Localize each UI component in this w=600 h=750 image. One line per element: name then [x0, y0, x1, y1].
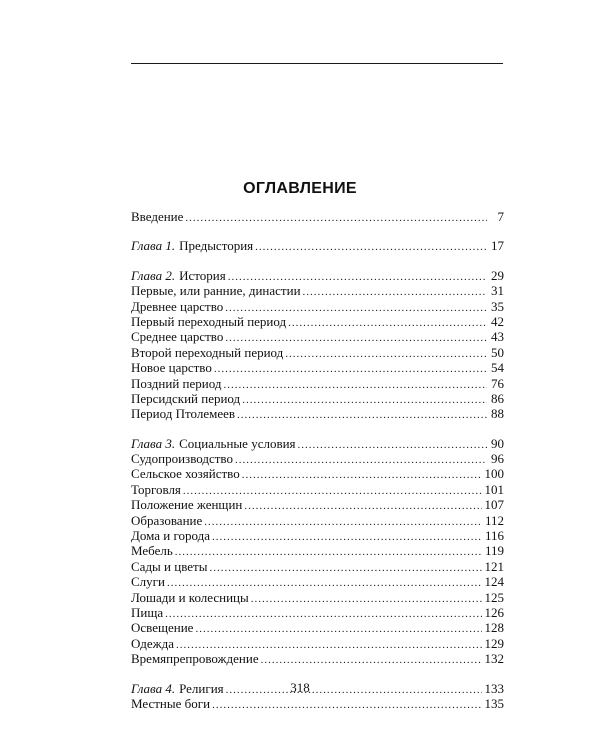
toc-entry — [131, 391, 504, 406]
toc-page-number: 107 — [484, 497, 504, 513]
dot-leader — [209, 561, 481, 576]
dot-leader — [303, 285, 487, 300]
toc-entry — [131, 209, 504, 224]
toc-entry — [131, 283, 504, 298]
toc-entry — [131, 466, 504, 481]
toc-chapter-number: Глава 4. — [131, 680, 176, 696]
toc-entry-title: История — [179, 267, 226, 283]
toc-entry — [131, 513, 504, 528]
toc-entry — [131, 696, 504, 711]
dot-leader — [175, 545, 482, 560]
dot-leader — [195, 622, 481, 637]
toc-entry — [131, 574, 504, 589]
toc-page-number: 135 — [484, 695, 504, 711]
toc-entry — [131, 314, 504, 329]
toc-entry-title: Социальные условия — [179, 435, 296, 451]
dot-leader — [214, 362, 487, 377]
toc-page-number: 76 — [491, 375, 504, 391]
toc-entry — [131, 299, 504, 314]
toc-entry — [131, 482, 504, 497]
toc-entry — [131, 268, 504, 283]
toc-entry-title: Второй переходный период — [131, 344, 284, 360]
toc-entry-title: Среднее царство — [131, 329, 224, 345]
toc-entry-title: Лошади и колесницы — [131, 589, 249, 605]
toc-entry — [131, 605, 504, 620]
dot-leader — [244, 499, 481, 514]
toc-entry — [131, 406, 504, 421]
toc-entry — [131, 543, 504, 558]
toc-entry — [131, 497, 504, 512]
toc-page-number: 88 — [491, 406, 504, 422]
page-number: 318 — [290, 680, 310, 695]
toc-page-number: 17 — [491, 238, 504, 254]
dot-leader — [251, 592, 482, 607]
toc-entry-title: Поздний период — [131, 375, 222, 391]
toc-page-number: 96 — [491, 451, 504, 467]
toc-entry-title: Религия — [179, 680, 224, 696]
toc-page-number: 116 — [484, 528, 504, 544]
toc-entry-title: Мебель — [131, 543, 173, 559]
dot-leader — [235, 453, 487, 468]
toc-entry — [131, 329, 504, 344]
toc-entry-title: Сельское хозяйство — [131, 466, 240, 482]
toc-entry-title: Сады и цветы — [131, 558, 208, 574]
toc-entry-title: Введение — [131, 209, 184, 224]
toc-entry — [131, 636, 504, 651]
toc-page-number: 129 — [484, 635, 504, 651]
toc-entry — [131, 376, 504, 391]
dot-leader — [255, 240, 487, 255]
toc-page-number: 29 — [491, 267, 504, 283]
dot-leader — [298, 438, 487, 453]
toc-entry-title: Освещение — [131, 620, 194, 636]
toc-entry-title: Первые, или ранние, династии — [131, 283, 301, 299]
toc-page-number: 86 — [491, 390, 504, 406]
toc-entry — [131, 238, 504, 253]
toc-entry-title: Торговля — [131, 481, 181, 497]
dot-leader — [185, 211, 487, 226]
toc-page-number: 133 — [484, 680, 504, 696]
toc-page-number: 125 — [484, 589, 504, 605]
toc-chapter-number: Глава 2. — [131, 267, 176, 283]
toc-page-number: 101 — [484, 481, 504, 497]
dot-leader — [237, 408, 487, 423]
toc-page-number: 31 — [491, 283, 504, 299]
toc-entry-title: Персидский период — [131, 390, 241, 406]
toc-entry-title: Судопроизводство — [131, 451, 233, 467]
toc-entry — [131, 559, 504, 574]
toc-page-number: 121 — [484, 558, 504, 574]
toc-entry — [131, 360, 504, 375]
toc-entry — [131, 528, 504, 543]
toc-entry-title: Предыстория — [179, 238, 254, 254]
toc-entry-title: Первый переходный период — [131, 313, 287, 329]
toc-entry-title: Древнее царство — [131, 298, 224, 314]
dot-leader — [204, 515, 482, 530]
dot-leader — [261, 653, 482, 668]
toc-entry-title: Времяпрепровождение — [131, 651, 259, 667]
toc-page-number: 35 — [491, 298, 504, 314]
toc-entry-title: Местные боги — [131, 695, 211, 711]
table-of-contents — [131, 209, 504, 711]
toc-entry-title: Положение женщин — [131, 497, 243, 513]
toc-page-number: 126 — [484, 604, 504, 620]
toc-entry-title: Слуги — [131, 574, 165, 590]
top-rule — [131, 63, 503, 64]
toc-page-number: 100 — [484, 466, 504, 482]
toc-page-number: 132 — [484, 651, 504, 667]
dot-leader — [288, 316, 487, 331]
toc-entry — [131, 451, 504, 466]
toc-entry — [131, 590, 504, 605]
dot-leader — [285, 347, 487, 362]
toc-page-number: 7 — [497, 209, 504, 224]
toc-entry-title: Новое царство — [131, 360, 212, 376]
toc-page-number: 50 — [491, 344, 504, 360]
toc-chapter-number: Глава 3. — [131, 435, 176, 451]
dot-leader — [242, 393, 487, 408]
toc-entry — [131, 651, 504, 666]
toc-page-number: 54 — [491, 360, 504, 376]
toc-entry-title: Одежда — [131, 635, 174, 651]
toc-entry — [131, 620, 504, 635]
toc-entry-title: Пища — [131, 604, 164, 620]
toc-entry-title: Образование — [131, 512, 203, 528]
dot-leader — [212, 698, 481, 713]
toc-entry-title: Дома и города — [131, 528, 211, 544]
toc-page-number: 119 — [484, 543, 504, 559]
toc-page-number: 90 — [491, 435, 504, 451]
dot-leader — [242, 468, 482, 483]
page-title: ОГЛАВЛЕНИЕ — [243, 180, 357, 197]
toc-chapter-number: Глава 1. — [131, 238, 176, 254]
dot-leader — [165, 607, 481, 622]
toc-entry — [131, 436, 504, 451]
toc-entry-title: Период Птолемеев — [131, 406, 235, 422]
dot-leader — [212, 530, 482, 545]
toc-entry — [131, 345, 504, 360]
toc-page-number: 43 — [491, 329, 504, 345]
toc-page-number: 124 — [484, 574, 504, 590]
toc-page-number: 128 — [484, 620, 504, 636]
dot-leader — [223, 378, 487, 393]
toc-page-number: 112 — [484, 512, 504, 528]
toc-page-number: 42 — [491, 313, 504, 329]
